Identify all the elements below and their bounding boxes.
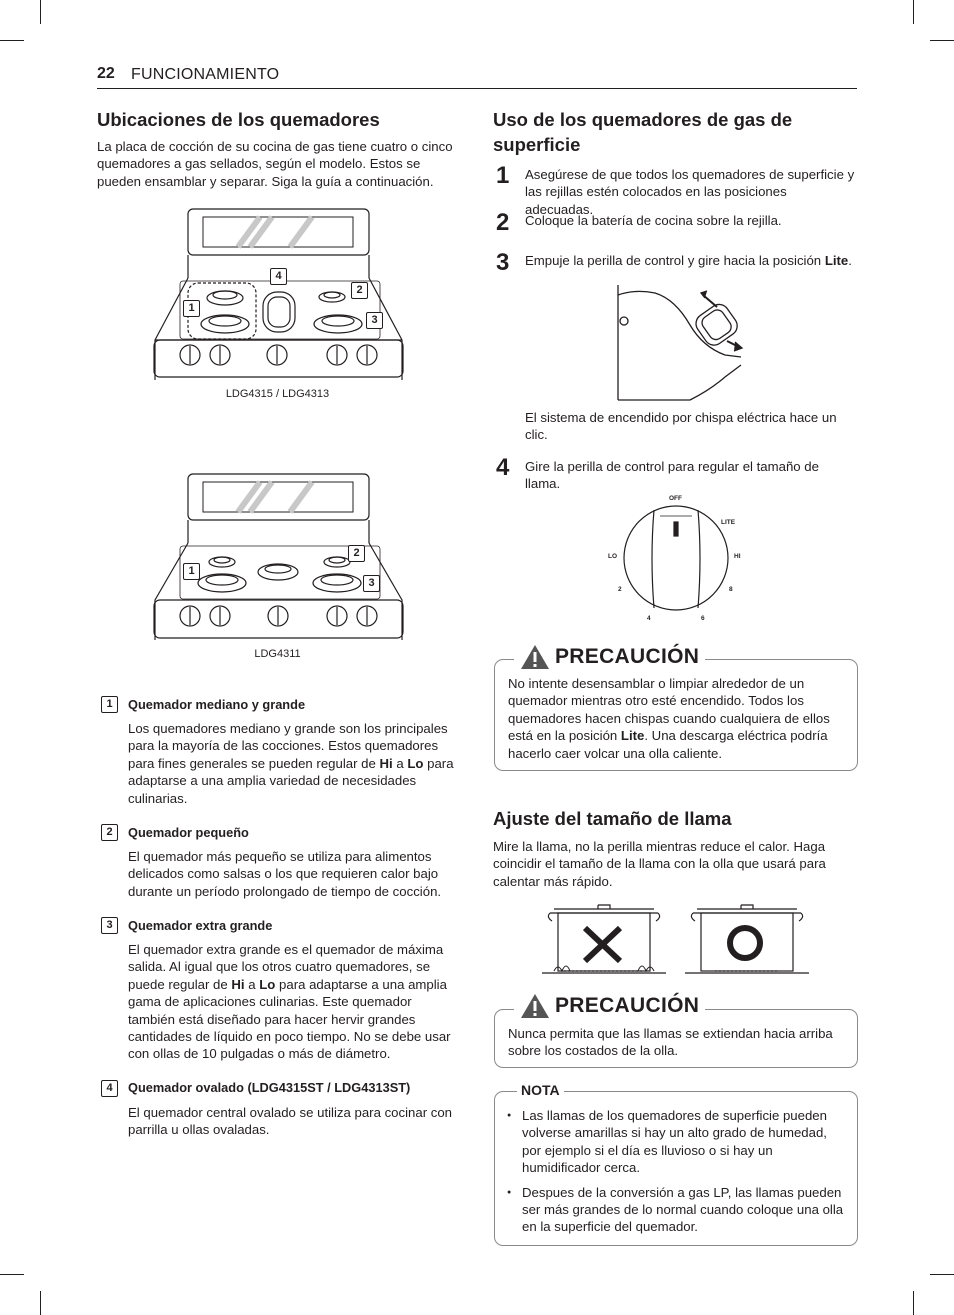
knob-lo-label: LO (608, 553, 618, 560)
step-number: 2 (496, 209, 510, 236)
item-title: Quemador extra grande (128, 918, 273, 933)
crop-mark (0, 40, 24, 41)
item-title: Quemador mediano y grande (128, 697, 306, 712)
item-number: 4 (101, 1080, 118, 1097)
knob-push-illustration (615, 285, 745, 403)
knob-hi-label: HI (734, 553, 741, 560)
item-description: El quemador más pequeño se utiliza para alimentos delicados como salsas o los que requieren calor bajo durante un período prolongado de tiempo de cocción. (128, 849, 442, 899)
spark-ignition-note: El sistema de encendido por chispa eléctrica hace un clic. (525, 410, 837, 443)
warning-icon (520, 993, 550, 1019)
cooktop-diagram-4-burner (150, 470, 415, 645)
note-list (507, 1107, 847, 1243)
section-title: FUNCIONAMIENTO (131, 66, 280, 83)
step-number: 4 (496, 454, 510, 481)
crop-mark (930, 40, 954, 41)
item-number: 2 (101, 824, 118, 841)
caution-text: No intente desensamblar o limpiar alrededor de un quemador mientras otro esté encendido. Todos los quemadores hacen chispas cuando cualquiera de ellos está en la posición Lite. Una descarga eléctrica podría hacerlo caer volcar una olla caliente. (508, 676, 830, 761)
item-number: 3 (101, 917, 118, 934)
diagram2-label-2: 2 (348, 545, 365, 562)
knob-lite-label: LITE (721, 519, 736, 526)
surface-burners-heading: Uso de los quemadores de gas de superficie (493, 109, 793, 155)
flame-size-text: Mire la llama, no la perilla mientras reduce el calor. Haga coincidir el tamaño de la llama con la olla que usará para calentar más rápido. (493, 839, 826, 889)
step-text: Asegúrese de que todos los quemadores de superficie y las rejillas estén colocados en las posiciones adecuadas. (525, 167, 855, 217)
caution-title: PRECAUCIÓN (514, 993, 705, 1019)
cooktop-diagram-5-burner (150, 205, 415, 385)
diagram1-label-2: 2 (351, 282, 368, 299)
crop-mark (913, 1291, 914, 1315)
step-text: Gire la perilla de control para regular el tamaño de llama. (525, 459, 819, 492)
crop-mark (40, 1291, 41, 1315)
item-title: Quemador ovalado (LDG4315ST / LDG4313ST) (128, 1080, 411, 1095)
diagram1-label-4: 4 (270, 268, 287, 285)
crop-mark (913, 0, 914, 24)
knob-2-label: 2 (618, 586, 622, 593)
diagram1-label-1: 1 (183, 300, 200, 317)
pot-wrong-flame-illustration (540, 903, 670, 978)
item-description: El quemador extra grande es el quemador de máxima salida. Al igual que los otros cuatro quemadores, se puede regular de Hi a Lo para adaptarse a una amplia gama de aplicaciones culinarias. Este quemador también está diseñado para hacer hervir grandes cantidades de líquido en poco tiempo. No se debe usar con ollas de 10 pulgadas o más de diámetro. (128, 942, 451, 1062)
diagram1-label-3: 3 (366, 312, 383, 329)
page-number: 22 (97, 65, 115, 82)
note-item: ● Despues de la conversión a gas LP, las llamas pueden ser más grandes de lo normal cuando coloque una olla en la superficie del quemador. (507, 1184, 847, 1236)
note-title: NOTA (517, 1082, 564, 1098)
pot-correct-flame-illustration (683, 903, 813, 978)
step-text: Empuje la perilla de control y gire hacia la posición Lite. (525, 253, 852, 268)
step-number: 3 (496, 249, 510, 276)
step-text: Coloque la batería de cocina sobre la rejilla. (525, 213, 782, 228)
warning-icon (520, 644, 550, 670)
control-knob-dial (600, 490, 750, 625)
caution-title: PRECAUCIÓN (514, 644, 705, 670)
burner-locations-intro: La placa de cocción de su cocina de gas tiene cuatro o cinco quemadores a gas sellados, según el modelo. Estos se pueden ensamblar y separar. Siga la guía a continuación. (97, 139, 453, 189)
diagram2-label-1: 1 (183, 563, 200, 580)
knob-8-label: 8 (729, 586, 733, 593)
knob-off-label: OFF (669, 495, 682, 502)
crop-mark (930, 1274, 954, 1275)
flame-size-heading: Ajuste del tamaño de llama (493, 808, 732, 829)
header-divider (97, 88, 857, 89)
burner-locations-heading: Ubicaciones de los quemadores (97, 109, 380, 130)
knob-4-label: 4 (647, 615, 651, 622)
diagram2-caption: LDG4311 (254, 648, 301, 660)
item-description: Los quemadores mediano y grande son los principales para la mayoría de las cocciones. Estos quemadores para fines generales se pueden regular de Hi a Lo para adaptarse a una amplia variedad de necesidades culinarias. (128, 721, 454, 806)
item-title: Quemador pequeño (128, 825, 249, 840)
item-description: El quemador central ovalado se utiliza para cocinar con parrilla u ollas ovaladas. (128, 1105, 453, 1138)
diagram2-label-3: 3 (363, 575, 380, 592)
crop-mark (40, 0, 41, 24)
crop-mark (0, 1274, 24, 1275)
step-number: 1 (496, 162, 510, 189)
note-item: ● Las llamas de los quemadores de superficie pueden volverse amarillas si hay un alto grado de humedad, por ejemplo si el día es lluvioso o si hay un humidificador cerca. (507, 1107, 847, 1177)
knob-6-label: 6 (701, 615, 705, 622)
item-number: 1 (101, 696, 118, 713)
caution-text: Nunca permita que las llamas se extiendan hacia arriba sobre los costados de la olla. (508, 1026, 833, 1059)
diagram1-caption: LDG4315 / LDG4313 (225, 388, 330, 400)
